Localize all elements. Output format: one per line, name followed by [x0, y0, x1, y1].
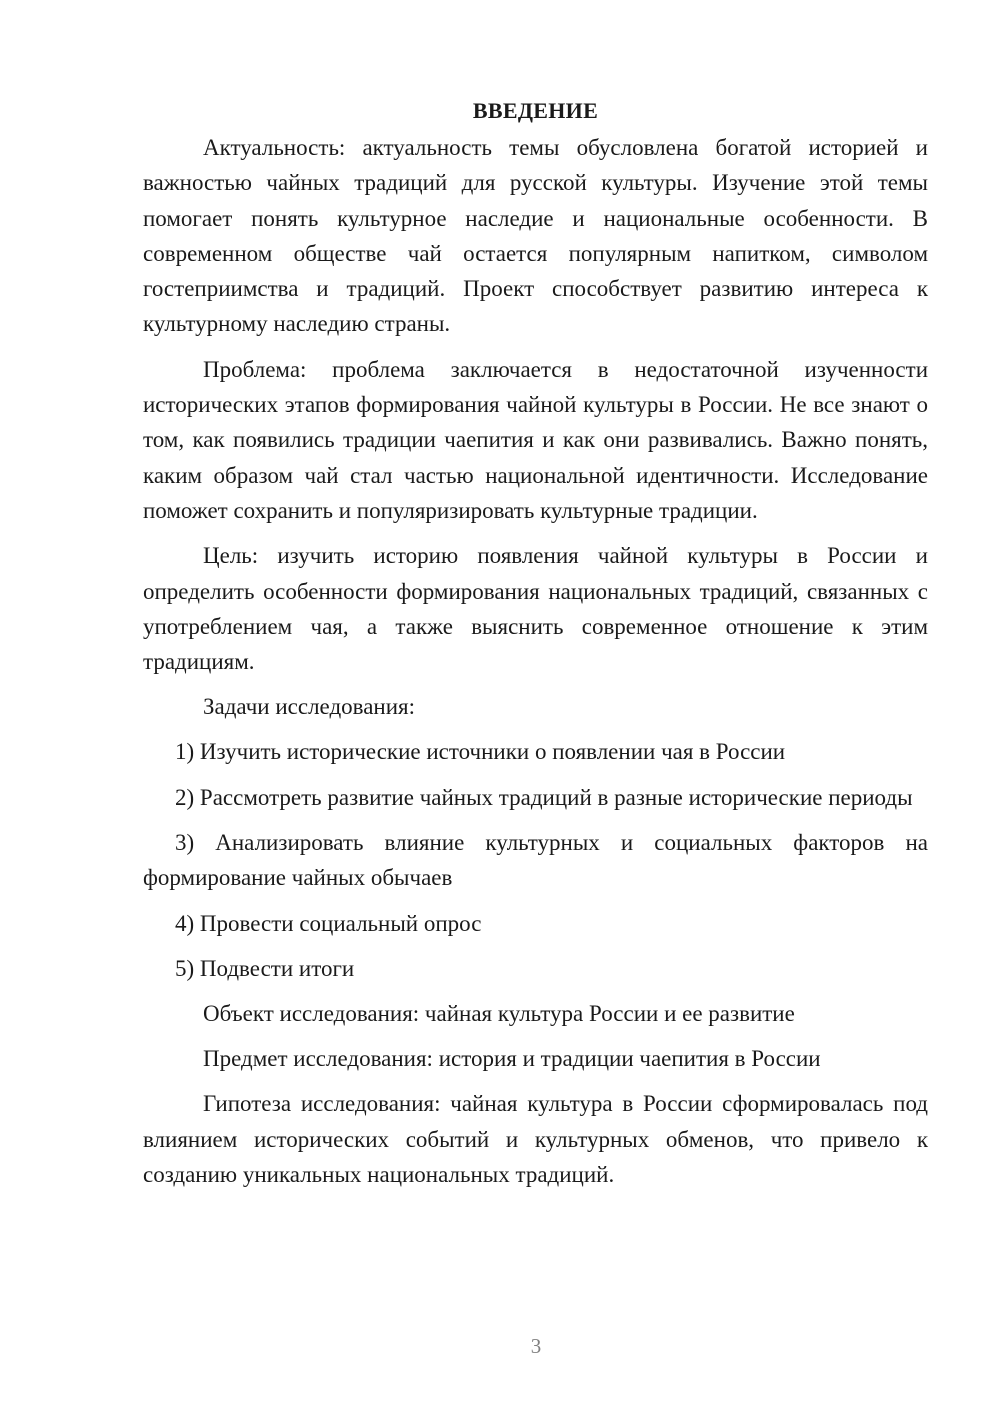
task-item: 1) Изучить исторические источники о появлении чая в России [175, 739, 786, 765]
task-item: 4) Провести социальный опрос [175, 910, 482, 936]
tasks-title: Задачи исследования: [203, 694, 416, 720]
goal-paragraph: Цель: изучить историю появления чайной культуры в России и определить особенности формирования национальных традиций, связанных с употреблением чая, а также выяснить современное отношение к этим традициям. [143, 543, 928, 675]
problem-paragraph: Проблема: проблема заключается в недостаточной изученности исторических этапов формирования чайной культуры в России. Не все знают о том, как появились традиции чаепития и как они развивались. Важно понять, каким образом чай стал частью национальной идентичности. Исследование поможет сохранить и популяризировать культурные традиции. [143, 356, 928, 523]
task-item: 3) Анализировать влияние культурных и социальных факторов на формирование чайных обычаев [143, 830, 928, 891]
task-item: 5) Подвести итоги [175, 955, 355, 981]
research-subject: Предмет исследования: история и традиции чаепития в России [203, 1046, 821, 1072]
section-heading: ВВЕДЕНИЕ [472, 98, 599, 123]
research-object: Объект исследования: чайная культура России и ее развитие [203, 1001, 795, 1027]
page-number: 3 [530, 1334, 542, 1358]
research-hypothesis: Гипотеза исследования: чайная культура в России сформировалась под влиянием исторических событий и культурных обменов, что привело к созданию уникальных национальных традиций. [143, 1091, 928, 1187]
task-item: 2) Рассмотреть развитие чайных традиций в разные исторические периоды [175, 784, 913, 810]
relevance-paragraph: Актуальность: актуальность темы обусловлена богатой историей и важностью чайных традиций для русской культуры. Изучение этой темы помогает понять культурное наследие и национальные особенности. В современном обществе чай остается популярным напитком, символом гостеприимства и традиций. Проект способствует развитию интереса к культурному наследию страны. [143, 135, 928, 337]
page-content [143, 93, 928, 1202]
tasks-list [143, 734, 928, 986]
